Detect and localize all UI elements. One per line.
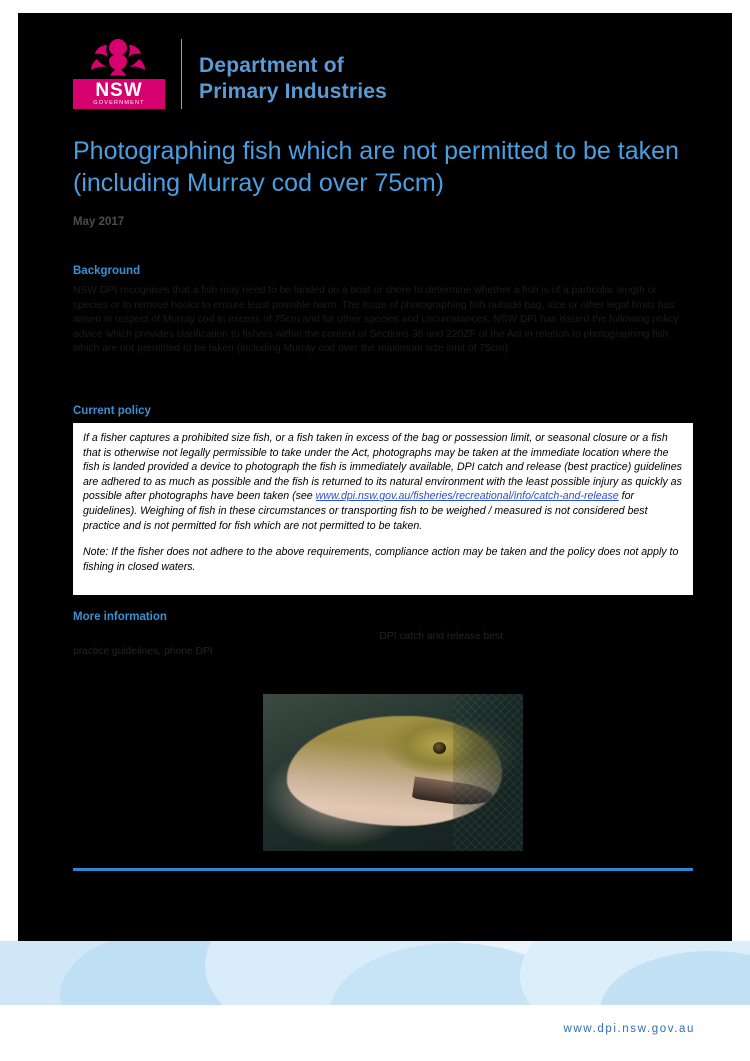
policy-paragraph-1	[83, 431, 683, 533]
section-body-more-information	[73, 630, 693, 659]
policy-paragraph-2: Note: If the fisher does not adhere to the above requirements, compliance action may be taken and the policy does not apply to fishing in closed waters.	[83, 546, 679, 573]
section-heading-background: Background	[73, 265, 141, 277]
document-date: May 2017	[73, 216, 125, 228]
footer-website-url[interactable]: www.dpi.nsw.gov.au	[563, 1023, 695, 1035]
government-text: GOVERNMENT	[93, 100, 145, 106]
department-title-line2: Primary Industries	[199, 80, 388, 103]
current-policy-box	[73, 423, 693, 595]
department-title-line1: Department of	[199, 54, 344, 77]
section-body-background: NSW DPI recognises that a fish may need to be landed on a boat or shore to determine whether a fish is of a particular length or species or to remove hooks to ensure least possible harm. The issue of photographing fish outside bag, size or other legal limits has arisen in respect of Murray cod in excess of 75cm and for other species and circumstances. NSW DPI has issued the following policy advice which provides clarification to fishers within the context of Sections 36 and 220ZF of the Act in relation to photographing fish which are not permitted to be taken (including Murray cod over the maximum size limit of 75cm).	[73, 285, 679, 355]
footer-wave-graphic	[0, 941, 750, 1005]
footer-rule	[73, 868, 693, 871]
nsw-government-logo	[73, 35, 165, 113]
section-heading-more-information: More information	[73, 611, 167, 623]
policy-text-part1: If a fisher captures a prohibited size fish, or a fish taken in excess of the bag or possession limit, or seasonal closure or a fish that is otherwise not legally permissible to take under the Act, photographs may be taken at the immediate location where the fish is landed provided a device to photograph the fish is immediately available, DPI catch and release (best practice) guidelines are adhered to as much as possible and the fish is returned to its natural environment with the least possible injury as quickly as possible after photographs have been taken (see	[83, 432, 682, 503]
nsw-text: NSW	[95, 80, 143, 101]
header-divider	[181, 39, 182, 109]
page-header	[73, 35, 693, 125]
catch-and-release-link[interactable]: www.dpi.nsw.gov.au/fisheries/recreational/info/catch-and-release	[315, 490, 619, 503]
landing-net-texture	[453, 694, 523, 851]
policy-text-part2: for guidelines). Weighing of fish in these circumstances or transporting fish to be weighed / measured is not considered best practice and is not permitted for fish which are not permitted to be taken.	[83, 490, 648, 532]
waratah-icon	[87, 35, 149, 77]
more-info-line2: practice guidelines, phone DPI	[73, 645, 213, 657]
section-heading-current-policy: Current policy	[73, 405, 151, 417]
page-title: Photographing fish which are not permitted to be taken (including Murray cod over 75cm)	[73, 137, 679, 197]
page-footer	[0, 941, 750, 1061]
murray-cod-photo	[263, 694, 523, 851]
nsw-wordmark	[73, 79, 165, 109]
document-dark-canvas	[18, 13, 732, 941]
department-title	[199, 53, 387, 105]
more-info-line1: DPI catch and release best	[379, 631, 503, 642]
fish-eye-shape	[433, 742, 446, 754]
